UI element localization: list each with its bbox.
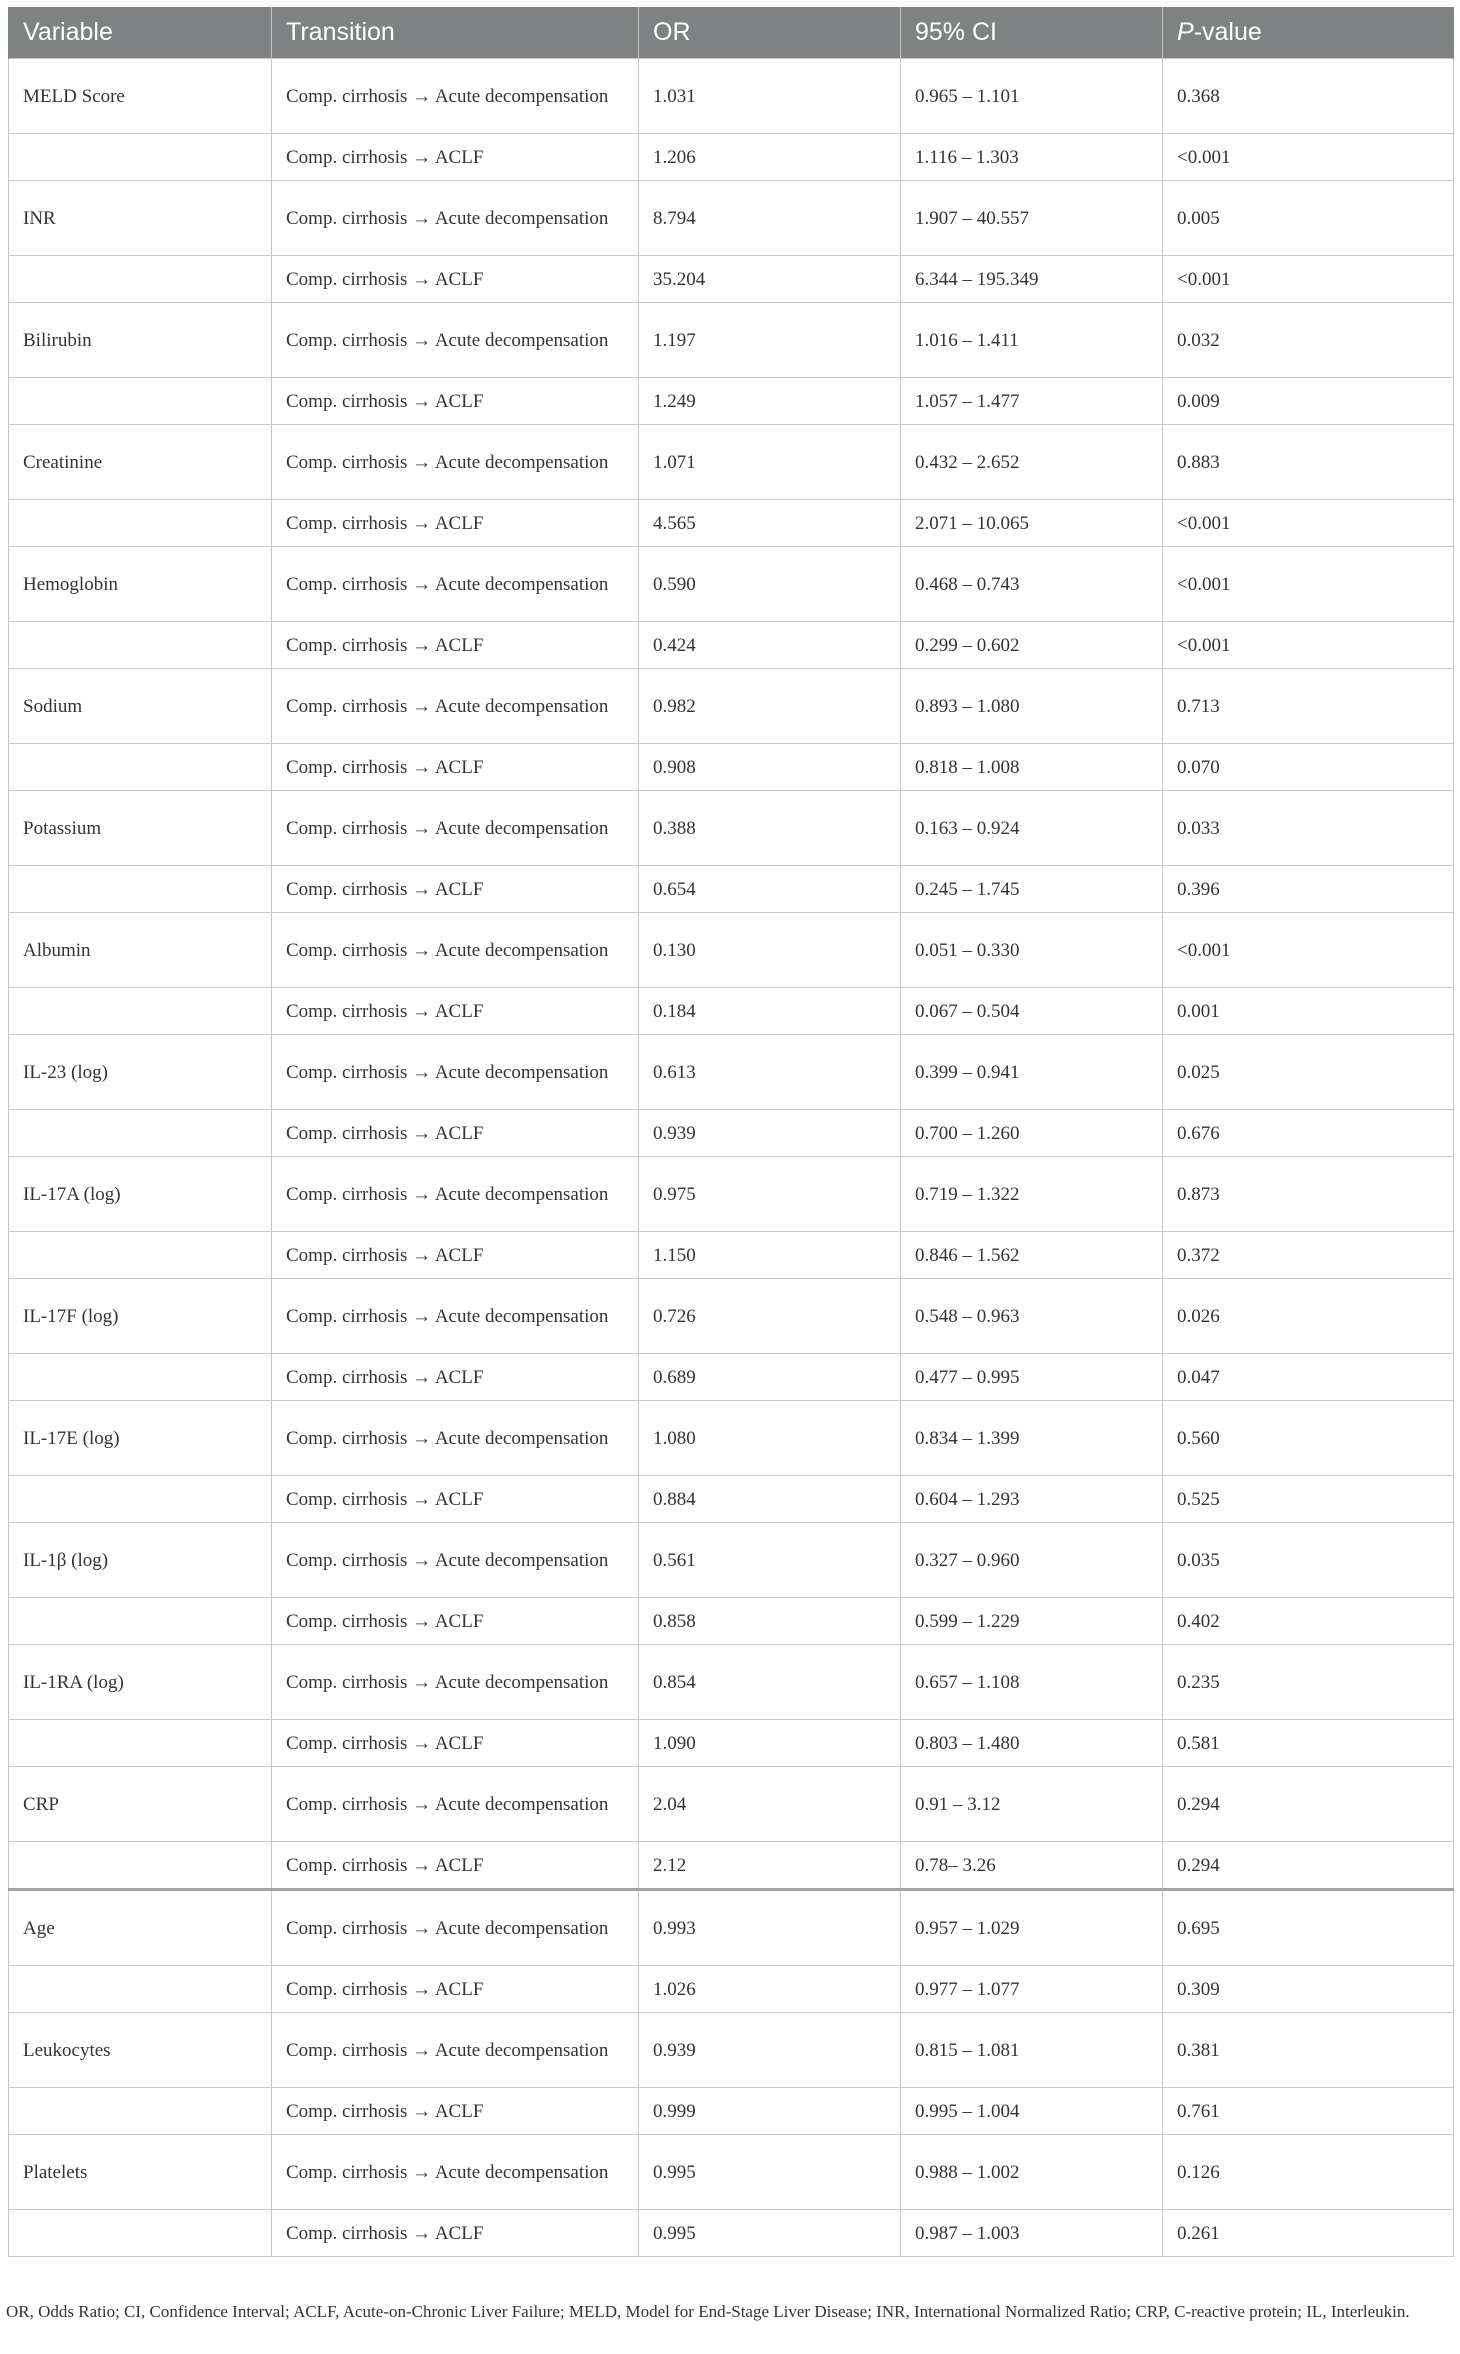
cell-ci: 0.987 – 1.003: [901, 2210, 1163, 2257]
cell-or: 0.999: [639, 2088, 901, 2135]
cell-or: 1.197: [639, 303, 901, 378]
table-row: [9, 1354, 1454, 1401]
cell-variable: IL-23 (log): [9, 1035, 272, 1110]
cell-variable: INR: [9, 181, 272, 256]
table-row: [9, 1035, 1454, 1110]
cell-or: 1.249: [639, 378, 901, 425]
cell-variable: Bilirubin: [9, 303, 272, 378]
cell-p-value: 0.294: [1163, 1842, 1454, 1890]
cell-or: 1.031: [639, 59, 901, 134]
cell-p-value: 0.676: [1163, 1110, 1454, 1157]
cell-transition: Comp. cirrhosis → Acute decompensation: [272, 1035, 639, 1110]
header-variable: Variable: [9, 7, 272, 59]
cell-ci: 0.965 – 1.101: [901, 59, 1163, 134]
cell-or: 0.388: [639, 791, 901, 866]
table-row: [9, 622, 1454, 669]
cell-ci: 0.599 – 1.229: [901, 1598, 1163, 1645]
cell-p-value: <0.001: [1163, 134, 1454, 181]
cell-or: 0.939: [639, 2013, 901, 2088]
cell-p-value: 0.525: [1163, 1476, 1454, 1523]
cell-p-value: 0.009: [1163, 378, 1454, 425]
cell-p-value: 0.294: [1163, 1767, 1454, 1842]
table-footnote: OR, Odds Ratio; CI, Confidence Interval; ACLF, Acute-on-Chronic Liver Failure; MELD, Model for End-Stage Liver Disease; INR, International Normalized Ratio; CRP, C-reactive protein; IL, Interleukin.: [6, 2302, 1410, 2321]
table-row: [9, 1157, 1454, 1232]
cell-p-value: 0.126: [1163, 2135, 1454, 2210]
cell-ci: 0.327 – 0.960: [901, 1523, 1163, 1598]
table-row: [9, 1645, 1454, 1720]
cell-ci: 0.163 – 0.924: [901, 791, 1163, 866]
cell-ci: 0.818 – 1.008: [901, 744, 1163, 791]
cell-transition: Comp. cirrhosis → Acute decompensation: [272, 2135, 639, 2210]
cell-transition: Comp. cirrhosis → ACLF: [272, 378, 639, 425]
cell-or: 8.794: [639, 181, 901, 256]
header-p-value: [1163, 7, 1454, 59]
cell-or: 0.689: [639, 1354, 901, 1401]
cell-variable: [9, 744, 272, 791]
cell-or: 0.975: [639, 1157, 901, 1232]
table-row: [9, 866, 1454, 913]
cell-or: 0.184: [639, 988, 901, 1035]
cell-or: 1.150: [639, 1232, 901, 1279]
cell-ci: 1.057 – 1.477: [901, 378, 1163, 425]
cell-p-value: 0.070: [1163, 744, 1454, 791]
cell-or: 2.04: [639, 1767, 901, 1842]
cell-p-value: 0.368: [1163, 59, 1454, 134]
cell-p-value: 0.309: [1163, 1966, 1454, 2013]
table-row: [9, 425, 1454, 500]
cell-variable: Age: [9, 1890, 272, 1966]
cell-ci: 0.604 – 1.293: [901, 1476, 1163, 1523]
cell-transition: Comp. cirrhosis → ACLF: [272, 988, 639, 1035]
cell-ci: 0.719 – 1.322: [901, 1157, 1163, 1232]
table-row: [9, 2135, 1454, 2210]
cell-variable: [9, 2088, 272, 2135]
table-row: [9, 1598, 1454, 1645]
cell-or: 1.206: [639, 134, 901, 181]
cell-ci: 0.548 – 0.963: [901, 1279, 1163, 1354]
cell-p-value: 0.047: [1163, 1354, 1454, 1401]
cell-or: 0.726: [639, 1279, 901, 1354]
cell-ci: 0.468 – 0.743: [901, 547, 1163, 622]
cell-transition: Comp. cirrhosis → ACLF: [272, 1598, 639, 1645]
cell-variable: MELD Score: [9, 59, 272, 134]
cell-p-value: 0.033: [1163, 791, 1454, 866]
cell-ci: 1.016 – 1.411: [901, 303, 1163, 378]
table-header: [9, 7, 1454, 59]
table-row: [9, 1476, 1454, 1523]
cell-or: 0.995: [639, 2135, 901, 2210]
header-p-suffix: -value: [1193, 18, 1262, 46]
table-row: [9, 547, 1454, 622]
cell-p-value: 0.372: [1163, 1232, 1454, 1279]
cell-variable: [9, 988, 272, 1035]
table-row: [9, 59, 1454, 134]
cell-transition: Comp. cirrhosis → Acute decompensation: [272, 1279, 639, 1354]
cell-variable: [9, 1720, 272, 1767]
table-row: [9, 1767, 1454, 1842]
cell-transition: Comp. cirrhosis → ACLF: [272, 1842, 639, 1890]
cell-transition: Comp. cirrhosis → ACLF: [272, 744, 639, 791]
results-table-container: [8, 7, 1453, 2257]
cell-transition: Comp. cirrhosis → ACLF: [272, 1966, 639, 2013]
cell-transition: Comp. cirrhosis → Acute decompensation: [272, 425, 639, 500]
cell-variable: Hemoglobin: [9, 547, 272, 622]
cell-or: 0.995: [639, 2210, 901, 2257]
table-row: [9, 500, 1454, 547]
cell-variable: Leukocytes: [9, 2013, 272, 2088]
cell-or: 0.908: [639, 744, 901, 791]
cell-variable: Albumin: [9, 913, 272, 988]
cell-transition: Comp. cirrhosis → Acute decompensation: [272, 303, 639, 378]
cell-variable: CRP: [9, 1767, 272, 1842]
cell-p-value: 0.695: [1163, 1890, 1454, 1966]
cell-variable: IL-17A (log): [9, 1157, 272, 1232]
cell-ci: 6.344 – 195.349: [901, 256, 1163, 303]
header-p-letter: P: [1177, 18, 1194, 46]
cell-p-value: <0.001: [1163, 500, 1454, 547]
cell-variable: [9, 1598, 272, 1645]
cell-ci: 0.834 – 1.399: [901, 1401, 1163, 1476]
cell-transition: Comp. cirrhosis → ACLF: [272, 134, 639, 181]
cell-or: 0.130: [639, 913, 901, 988]
table-row: [9, 256, 1454, 303]
cell-transition: Comp. cirrhosis → Acute decompensation: [272, 1401, 639, 1476]
cell-transition: Comp. cirrhosis → ACLF: [272, 2088, 639, 2135]
cell-or: 0.613: [639, 1035, 901, 1110]
cell-ci: 0.957 – 1.029: [901, 1890, 1163, 1966]
cell-ci: 0.067 – 0.504: [901, 988, 1163, 1035]
table-row: [9, 181, 1454, 256]
cell-p-value: 0.581: [1163, 1720, 1454, 1767]
cell-or: 1.026: [639, 1966, 901, 2013]
table-row: [9, 2013, 1454, 2088]
cell-ci: 2.071 – 10.065: [901, 500, 1163, 547]
cell-transition: Comp. cirrhosis → Acute decompensation: [272, 1157, 639, 1232]
cell-or: 0.884: [639, 1476, 901, 1523]
cell-variable: [9, 1842, 272, 1890]
cell-transition: Comp. cirrhosis → ACLF: [272, 1720, 639, 1767]
cell-variable: [9, 134, 272, 181]
table-row: [9, 1966, 1454, 2013]
table-row: [9, 2088, 1454, 2135]
cell-p-value: <0.001: [1163, 913, 1454, 988]
cell-transition: Comp. cirrhosis → ACLF: [272, 1110, 639, 1157]
table-row: [9, 1842, 1454, 1890]
table-row: [9, 669, 1454, 744]
cell-ci: 0.432 – 2.652: [901, 425, 1163, 500]
cell-variable: Potassium: [9, 791, 272, 866]
cell-p-value: 0.005: [1163, 181, 1454, 256]
cell-ci: 0.399 – 0.941: [901, 1035, 1163, 1110]
cell-variable: [9, 1232, 272, 1279]
header-row: [9, 7, 1454, 59]
header-or: OR: [639, 7, 901, 59]
cell-variable: IL-1RA (log): [9, 1645, 272, 1720]
cell-p-value: 0.560: [1163, 1401, 1454, 1476]
table-row: [9, 1401, 1454, 1476]
cell-p-value: 0.035: [1163, 1523, 1454, 1598]
cell-variable: [9, 1354, 272, 1401]
cell-p-value: 0.713: [1163, 669, 1454, 744]
header-ci: 95% CI: [901, 7, 1163, 59]
cell-p-value: 0.873: [1163, 1157, 1454, 1232]
cell-p-value: 0.025: [1163, 1035, 1454, 1110]
cell-variable: [9, 1966, 272, 2013]
cell-variable: [9, 378, 272, 425]
cell-ci: 0.995 – 1.004: [901, 2088, 1163, 2135]
cell-or: 1.071: [639, 425, 901, 500]
cell-or: 35.204: [639, 256, 901, 303]
cell-ci: 0.657 – 1.108: [901, 1645, 1163, 1720]
cell-transition: Comp. cirrhosis → ACLF: [272, 1476, 639, 1523]
cell-or: 0.858: [639, 1598, 901, 1645]
cell-p-value: 0.026: [1163, 1279, 1454, 1354]
cell-p-value: 0.402: [1163, 1598, 1454, 1645]
table-row: [9, 791, 1454, 866]
table-row: [9, 1279, 1454, 1354]
cell-p-value: <0.001: [1163, 256, 1454, 303]
cell-variable: Platelets: [9, 2135, 272, 2210]
cell-ci: 1.116 – 1.303: [901, 134, 1163, 181]
cell-variable: [9, 1476, 272, 1523]
table-row: [9, 378, 1454, 425]
table-row: [9, 988, 1454, 1035]
cell-or: 0.590: [639, 547, 901, 622]
cell-transition: Comp. cirrhosis → Acute decompensation: [272, 547, 639, 622]
cell-variable: [9, 500, 272, 547]
cell-variable: [9, 2210, 272, 2257]
cell-or: 0.993: [639, 1890, 901, 1966]
cell-ci: 0.051 – 0.330: [901, 913, 1163, 988]
table-row: [9, 1523, 1454, 1598]
table-row: [9, 913, 1454, 988]
cell-variable: IL-1β (log): [9, 1523, 272, 1598]
cell-p-value: <0.001: [1163, 622, 1454, 669]
cell-p-value: 0.396: [1163, 866, 1454, 913]
cell-variable: IL-17E (log): [9, 1401, 272, 1476]
cell-variable: Creatinine: [9, 425, 272, 500]
cell-or: 4.565: [639, 500, 901, 547]
cell-p-value: 0.883: [1163, 425, 1454, 500]
cell-or: 2.12: [639, 1842, 901, 1890]
cell-or: 0.424: [639, 622, 901, 669]
cell-ci: 1.907 – 40.557: [901, 181, 1163, 256]
cell-transition: Comp. cirrhosis → ACLF: [272, 622, 639, 669]
cell-transition: Comp. cirrhosis → Acute decompensation: [272, 1890, 639, 1966]
cell-or: 0.854: [639, 1645, 901, 1720]
cell-transition: Comp. cirrhosis → ACLF: [272, 1232, 639, 1279]
cell-ci: 0.78– 3.26: [901, 1842, 1163, 1890]
cell-or: 0.939: [639, 1110, 901, 1157]
cell-transition: Comp. cirrhosis → ACLF: [272, 866, 639, 913]
cell-ci: 0.893 – 1.080: [901, 669, 1163, 744]
cell-p-value: 0.235: [1163, 1645, 1454, 1720]
cell-or: 0.982: [639, 669, 901, 744]
odds-ratio-table: [8, 7, 1454, 2257]
cell-transition: Comp. cirrhosis → ACLF: [272, 256, 639, 303]
cell-p-value: 0.381: [1163, 2013, 1454, 2088]
cell-ci: 0.977 – 1.077: [901, 1966, 1163, 2013]
cell-ci: 0.803 – 1.480: [901, 1720, 1163, 1767]
header-transition: Transition: [272, 7, 639, 59]
table-row: [9, 744, 1454, 791]
cell-ci: 0.815 – 1.081: [901, 2013, 1163, 2088]
cell-transition: Comp. cirrhosis → Acute decompensation: [272, 2013, 639, 2088]
cell-variable: [9, 622, 272, 669]
cell-transition: Comp. cirrhosis → ACLF: [272, 500, 639, 547]
table-row: [9, 134, 1454, 181]
table-row: [9, 1232, 1454, 1279]
cell-variable: [9, 1110, 272, 1157]
table-row: [9, 1720, 1454, 1767]
cell-p-value: 0.761: [1163, 2088, 1454, 2135]
cell-p-value: 0.261: [1163, 2210, 1454, 2257]
cell-p-value: 0.032: [1163, 303, 1454, 378]
cell-or: 0.654: [639, 866, 901, 913]
cell-transition: Comp. cirrhosis → Acute decompensation: [272, 181, 639, 256]
cell-ci: 0.477 – 0.995: [901, 1354, 1163, 1401]
cell-p-value: <0.001: [1163, 547, 1454, 622]
table-row: [9, 303, 1454, 378]
cell-ci: 0.988 – 1.002: [901, 2135, 1163, 2210]
cell-transition: Comp. cirrhosis → Acute decompensation: [272, 59, 639, 134]
cell-transition: Comp. cirrhosis → Acute decompensation: [272, 669, 639, 744]
cell-variable: IL-17F (log): [9, 1279, 272, 1354]
cell-ci: 0.846 – 1.562: [901, 1232, 1163, 1279]
cell-or: 1.080: [639, 1401, 901, 1476]
cell-transition: Comp. cirrhosis → Acute decompensation: [272, 1523, 639, 1598]
table-row: [9, 2210, 1454, 2257]
cell-transition: Comp. cirrhosis → ACLF: [272, 2210, 639, 2257]
cell-ci: 0.700 – 1.260: [901, 1110, 1163, 1157]
cell-ci: 0.91 – 3.12: [901, 1767, 1163, 1842]
table-row: [9, 1890, 1454, 1966]
cell-transition: Comp. cirrhosis → Acute decompensation: [272, 1767, 639, 1842]
cell-p-value: 0.001: [1163, 988, 1454, 1035]
cell-or: 1.090: [639, 1720, 901, 1767]
cell-transition: Comp. cirrhosis → Acute decompensation: [272, 913, 639, 988]
cell-transition: Comp. cirrhosis → Acute decompensation: [272, 1645, 639, 1720]
cell-transition: Comp. cirrhosis → ACLF: [272, 1354, 639, 1401]
table-row: [9, 1110, 1454, 1157]
cell-ci: 0.245 – 1.745: [901, 866, 1163, 913]
cell-variable: [9, 256, 272, 303]
cell-transition: Comp. cirrhosis → Acute decompensation: [272, 791, 639, 866]
cell-variable: [9, 866, 272, 913]
table-body: [9, 59, 1454, 2257]
cell-or: 0.561: [639, 1523, 901, 1598]
cell-variable: Sodium: [9, 669, 272, 744]
cell-ci: 0.299 – 0.602: [901, 622, 1163, 669]
